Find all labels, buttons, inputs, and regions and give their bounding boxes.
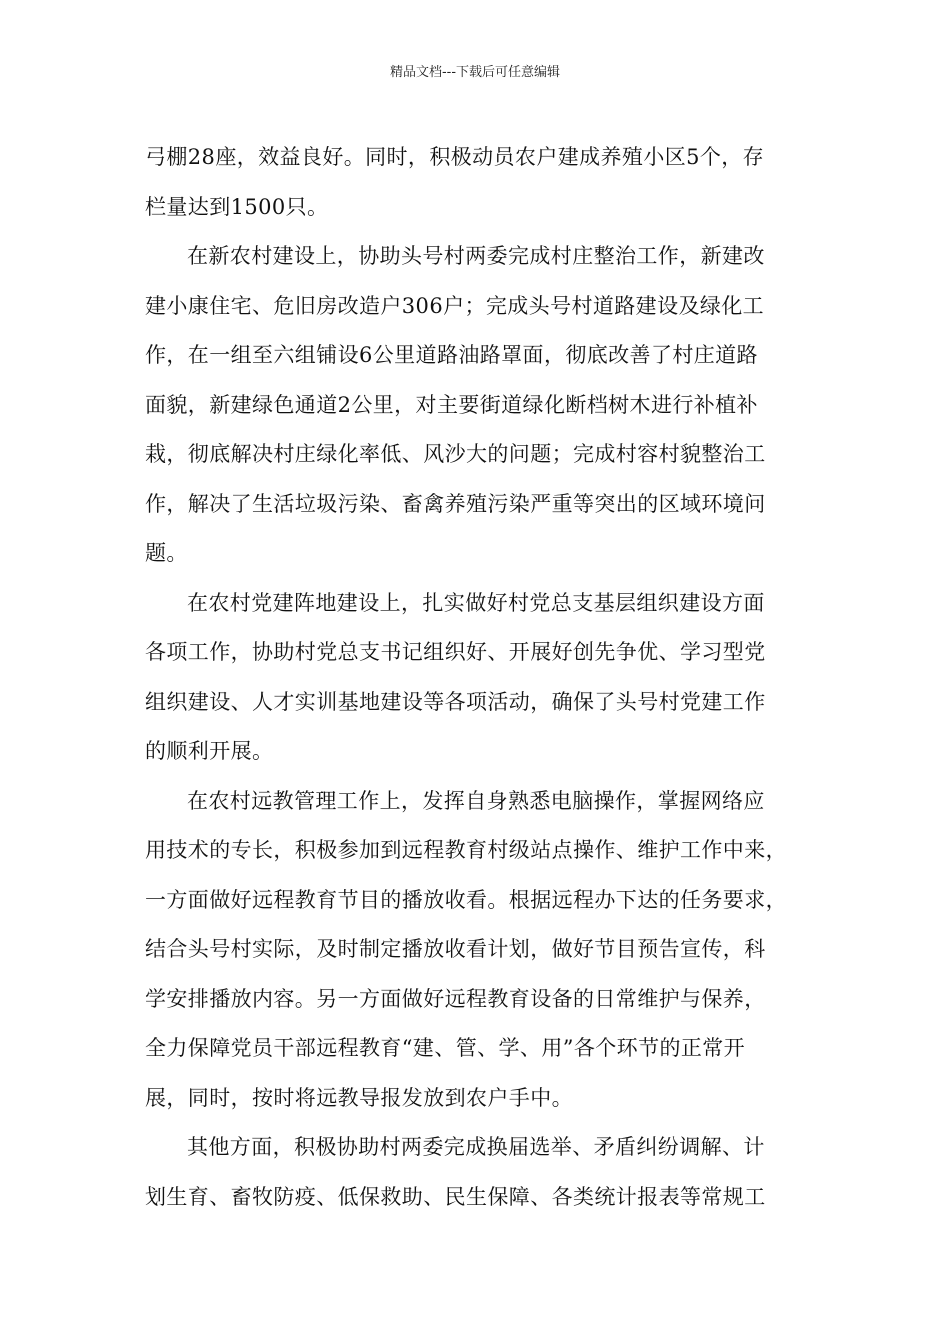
text-line: 全力保障党员干部远程教育“建、管、学、用”各个环节的正常开 — [145, 1036, 746, 1060]
text-line: 弓棚28座，效益良好。同时，积极动员农户建成养殖小区5个，存 — [145, 145, 765, 169]
text-line: 其他方面，积极协助村两委完成换届选举、矛盾纠纷调解、计 — [187, 1135, 765, 1159]
text-line: 的顺利开展。 — [145, 739, 274, 763]
paragraph-2 — [145, 232, 825, 579]
text-line: 结合头号村实际，及时制定播放收看计划，做好节目预告宣传，科 — [145, 937, 766, 961]
text-line: 在农村党建阵地建设上，扎实做好村党总支基层组织建设方面 — [187, 590, 765, 615]
text-line: 一方面做好远程教育节目的播放收看。根据远程办下达的任务要求， — [145, 887, 787, 912]
text-line: 划生育、畜牧防疫、低保救助、民生保障、各类统计报表等常规工 — [145, 1184, 766, 1209]
text-line: 面貌，新建绿色通道2公里，对主要街道绿化断档树木进行补植补 — [145, 392, 758, 417]
text-line: 题。 — [145, 541, 188, 565]
paragraph-3 — [145, 579, 825, 777]
paragraph-5 — [145, 1123, 825, 1222]
text-line: 在新农村建设上，协助头号村两委完成村庄整治工作，新建改 — [187, 244, 765, 268]
text-line: 用技术的专长，积极参加到远程教育村级站点操作、维护工作中来， — [145, 838, 787, 862]
page-header: 精品文档---下载后可任意编辑 — [389, 65, 561, 80]
text-line: 组织建设、人才实训基地建设等各项活动，确保了头号村党建工作 — [145, 689, 766, 714]
text-line: 学安排播放内容。另一方面做好远程教育设备的日常维护与保养， — [145, 986, 766, 1011]
text-line: 作，在一组至六组铺设6公里道路油路罩面，彻底改善了村庄道路 — [145, 343, 758, 367]
text-line: 各项工作，协助村党总支书记组织好、开展好创先争优、学习型党 — [145, 640, 766, 664]
paragraph-4 — [145, 777, 825, 1124]
text-line: 栽，彻底解决村庄绿化率低、风沙大的问题；完成村容村貌整治工 — [145, 442, 766, 466]
text-line: 建小康住宅、危旧房改造户306户；完成头号村道路建设及绿化工 — [145, 293, 765, 318]
paragraph-1 — [145, 133, 825, 232]
text-line: 作，解决了生活垃圾污染、畜禽养殖污染严重等突出的区域环境问 — [145, 491, 766, 516]
text-line: 在农村远教管理工作上，发挥自身熟悉电脑操作，掌握网络应 — [187, 788, 765, 813]
text-line: 栏量达到1500只。 — [145, 194, 329, 219]
text-line: 展，同时，按时将远教导报发放到农户手中。 — [145, 1085, 573, 1110]
document-body — [145, 133, 825, 1222]
